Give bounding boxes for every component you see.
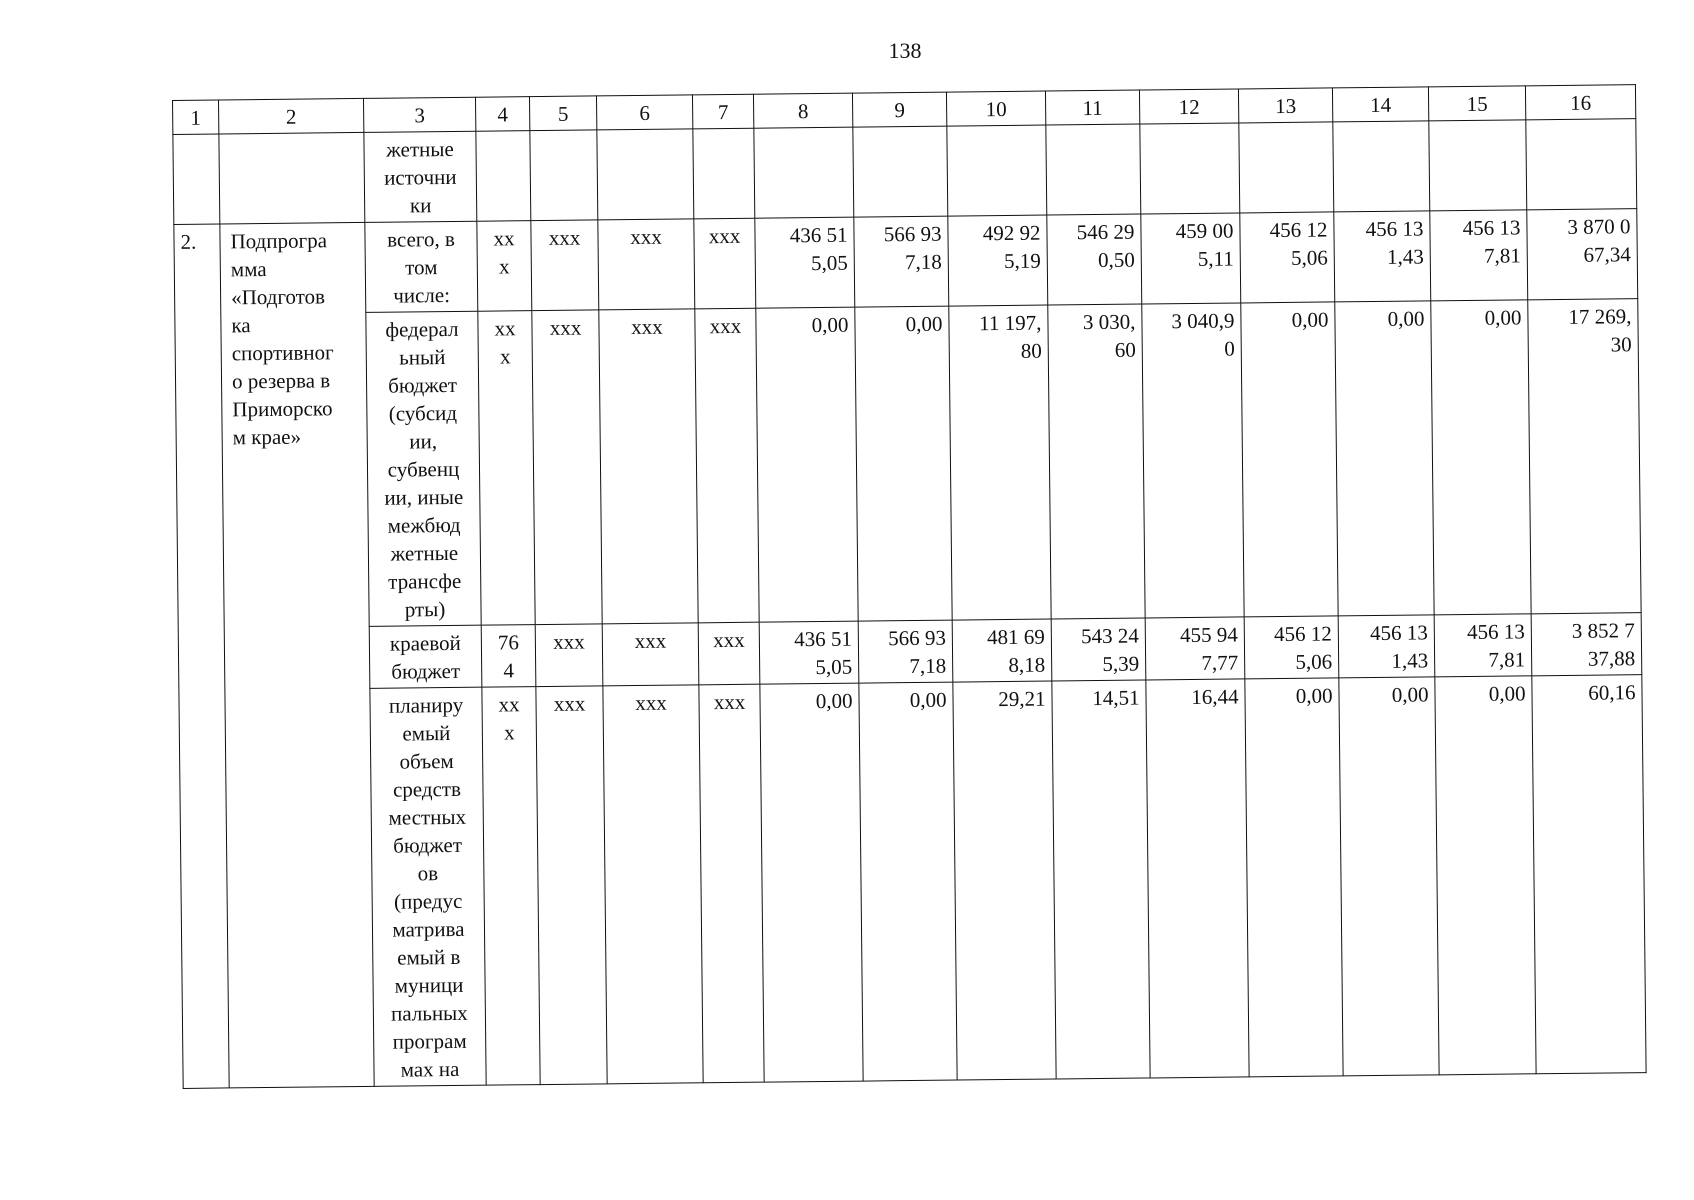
- code-cell: хх х: [478, 311, 535, 626]
- funding-source-cell: краевой бюджет: [369, 625, 482, 688]
- code-cell: ххх: [599, 309, 698, 624]
- row-number-cell: [173, 134, 220, 224]
- value-cell: [1046, 124, 1141, 215]
- header-cell: 14: [1332, 87, 1428, 122]
- value-cell: 3 030, 60: [1048, 304, 1145, 619]
- value-cell: 436 51 5,05: [759, 621, 859, 684]
- value-cell: 0,00: [1241, 302, 1338, 617]
- value-cell: 14,51: [1052, 680, 1150, 1079]
- value-cell: 11 197, 80: [949, 305, 1051, 620]
- code-cell: ххх: [602, 623, 699, 686]
- funding-source-cell: всего, в том числе:: [365, 221, 478, 312]
- header-cell: 9: [852, 92, 946, 127]
- value-cell: 16,44: [1146, 679, 1249, 1078]
- value-cell: 0,00: [1431, 300, 1531, 615]
- funding-source-cell: жетные источни ки: [364, 131, 477, 222]
- value-cell: [1333, 121, 1430, 212]
- value-cell: 456 13 7,81: [1430, 210, 1528, 301]
- header-cell: 11: [1045, 90, 1139, 125]
- value-cell: [1140, 123, 1240, 214]
- header-cell: 15: [1428, 86, 1525, 121]
- value-cell: 459 00 5,11: [1141, 213, 1241, 304]
- value-cell: [1239, 122, 1334, 213]
- page-number: 138: [888, 38, 922, 63]
- funding-source-cell: планиру емый объем средств местных бюджет ов (предус матрива емый в муници пальных програм мах на: [370, 687, 486, 1086]
- program-name-cell: [219, 132, 365, 224]
- value-cell: 3 040,9 0: [1142, 303, 1244, 618]
- value-cell: [754, 127, 854, 218]
- header-cell: 10: [946, 91, 1045, 126]
- value-cell: 492 92 5,19: [948, 215, 1048, 306]
- value-cell: 456 12 5,06: [1244, 616, 1339, 679]
- header-cell: 1: [173, 100, 219, 134]
- code-cell: [476, 131, 531, 222]
- value-cell: 17 269, 30: [1528, 299, 1641, 614]
- header-cell: 7: [692, 94, 753, 129]
- table-row: [179, 675, 1646, 1089]
- program-name-cell: Подпрогра мма «Подготов ка спортивног о резерва в Приморско м крае»: [220, 222, 374, 1088]
- header-cell: 4: [475, 97, 529, 132]
- value-cell: 0,00: [756, 307, 858, 622]
- value-cell: 481 69 8,18: [952, 619, 1052, 682]
- value-cell: 456 13 1,43: [1338, 615, 1435, 678]
- value-cell: [853, 126, 948, 217]
- value-cell: 0,00: [1335, 301, 1434, 616]
- code-cell: ххх: [531, 220, 599, 311]
- value-cell: 566 93 7,18: [854, 216, 949, 307]
- code-cell: [693, 128, 755, 219]
- value-cell: [1526, 119, 1637, 210]
- code-cell: ххх: [598, 219, 695, 310]
- table-row: [173, 119, 1637, 225]
- code-cell: [530, 130, 598, 221]
- value-cell: [947, 125, 1047, 216]
- header-cell: 13: [1238, 88, 1332, 123]
- code-cell: ххх: [535, 624, 603, 687]
- header-cell: 3: [363, 97, 475, 132]
- value-cell: [1429, 120, 1527, 211]
- value-cell: 543 24 5,39: [1051, 618, 1146, 681]
- value-cell: 3 870 0 67,34: [1527, 209, 1638, 300]
- header-cell: 2: [219, 98, 364, 134]
- code-cell: ххх: [694, 218, 756, 309]
- code-cell: ххх: [699, 684, 764, 1083]
- header-cell: 8: [753, 93, 852, 128]
- header-cell: 12: [1139, 89, 1238, 124]
- value-cell: 0,00: [855, 306, 952, 621]
- value-cell: 60,16: [1532, 675, 1646, 1074]
- value-cell: 456 13 7,81: [1434, 614, 1532, 677]
- value-cell: 566 93 7,18: [858, 620, 953, 683]
- code-cell: хх х: [477, 221, 532, 312]
- value-cell: 436 51 5,05: [755, 217, 855, 308]
- code-cell: ххх: [695, 308, 759, 623]
- value-cell: 0,00: [859, 682, 957, 1081]
- code-cell: [597, 129, 694, 220]
- code-cell: 76 4: [481, 625, 536, 688]
- code-cell: хх х: [482, 687, 540, 1086]
- value-cell: 456 12 5,06: [1240, 212, 1335, 303]
- header-cell: 5: [529, 96, 596, 131]
- value-cell: 0,00: [1339, 677, 1439, 1076]
- value-cell: 455 94 7,77: [1145, 617, 1245, 680]
- code-cell: ххх: [536, 686, 607, 1085]
- value-cell: 3 852 7 37,88: [1531, 613, 1642, 676]
- table-row: [175, 299, 1641, 629]
- value-cell: 456 13 1,43: [1334, 211, 1431, 302]
- code-cell: ххх: [603, 685, 703, 1084]
- value-cell: 0,00: [1435, 676, 1536, 1075]
- code-cell: ххх: [532, 310, 602, 625]
- value-cell: 546 29 0,50: [1047, 214, 1142, 305]
- value-cell: 0,00: [1245, 678, 1343, 1077]
- value-cell: 0,00: [760, 683, 863, 1082]
- value-cell: 29,21: [953, 681, 1056, 1080]
- budget-table: [172, 84, 1647, 1089]
- table-row: [174, 209, 1638, 315]
- funding-source-cell: федерал ьный бюджет (субсид ии, субвенц ии, иные межбюд жетные трансфе рты): [366, 311, 481, 626]
- row-number-cell: 2.: [174, 224, 229, 1088]
- header-cell: 6: [596, 95, 692, 130]
- code-cell: ххх: [698, 622, 760, 685]
- header-cell: 16: [1525, 85, 1635, 120]
